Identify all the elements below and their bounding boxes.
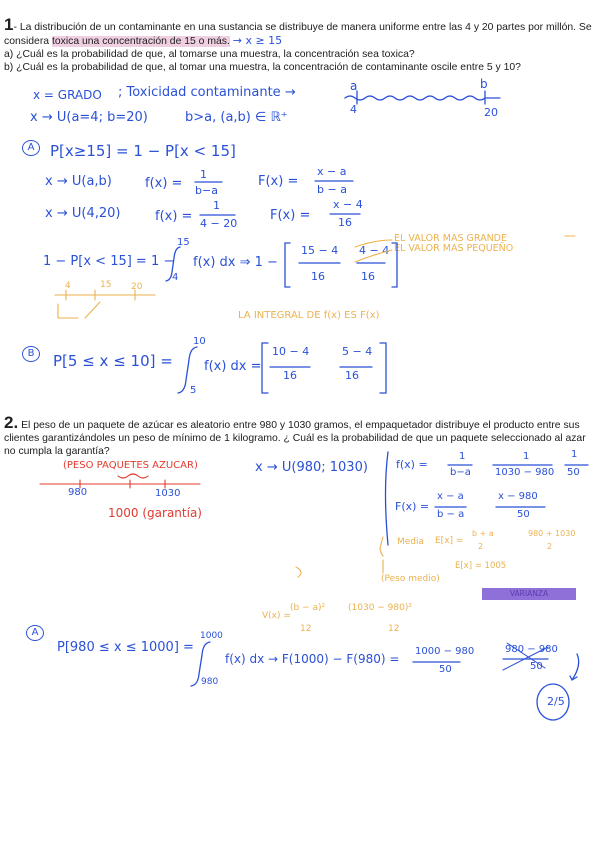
- varianza-box: VARIANZA: [482, 588, 576, 600]
- problem-number: 1: [4, 15, 14, 34]
- hw-b-equation: P[5 ≤ x ≤ 10] =: [53, 352, 173, 370]
- hw2-media-d2: 2: [547, 542, 553, 551]
- hw-int-lower: 4: [172, 272, 179, 283]
- hw2-media-n2: 980 + 1030: [528, 529, 576, 538]
- problem-text: - La distribución de un contaminante en una sustancia se distribuye de manera uniforme entre las 4 y 20 partes por millón. Se considera: [4, 22, 592, 47]
- hw2-var-n: (b − a)²: [290, 603, 326, 613]
- label-a-circle: A: [22, 140, 40, 156]
- hw-int-upper: 15: [177, 237, 190, 248]
- hw-b-body: f(x) dx =: [204, 359, 262, 374]
- hw2-Fx-n1: x − a: [437, 491, 464, 502]
- hw2-Fx-d1: b − a: [437, 509, 465, 520]
- hw-general-fx-num: 1: [200, 168, 207, 181]
- label-a2-circle: A: [26, 625, 44, 641]
- hw-toxicity: ; Toxicidad contaminante →: [118, 85, 296, 100]
- hw-garantia: 1000 (garantía): [108, 506, 202, 520]
- hw2-fx-d1: b−a: [450, 467, 471, 478]
- note-largest-value: EL VALOR MAS GRANDE: [394, 233, 508, 244]
- hw-general-fx-den: b−a: [195, 184, 218, 197]
- highlighted-text: toxica una concentración de 15 o más.: [51, 36, 230, 47]
- hw-frac1-den: 16: [311, 270, 325, 283]
- numberline-wave: [345, 96, 500, 100]
- hw2-media-n: b + a: [472, 529, 494, 538]
- hw2-media-eq: E[x] =: [435, 536, 464, 546]
- problem-number: 2.: [4, 413, 19, 432]
- hw-frac2-num: 4 − 4: [359, 244, 390, 257]
- hw2-fx-n3: 1: [571, 449, 578, 460]
- hw2-var-d: 12: [300, 624, 312, 634]
- hw-specific-Fx-den: 16: [338, 216, 352, 229]
- problem-text: El peso de un paquete de azúcar es aleatorio entre 980 y 1030 gramos, el empaquetador distribuye el producto entre sus clientes garantizándoles un peso de mínimo de 1 kilogramo. ¿ Cuál es la probabilidad de que un paquete seleccionado al azar no cumpla la garantía?: [4, 420, 586, 457]
- hw2-fx-d2: 1030 − 980: [495, 467, 555, 478]
- hw-int-left: 1 − P[x < 15] = 1 −: [43, 254, 175, 269]
- hw-b-upper: 10: [193, 336, 206, 347]
- hw-int-body: f(x) dx ⇒ 1 −: [193, 255, 278, 270]
- hw-distribution: x → U(a=4; b=20): [30, 110, 148, 125]
- mini-20: 20: [131, 282, 143, 292]
- hw2-fx-n1: 1: [459, 451, 466, 462]
- hw-variable-def: x = GRADO: [33, 88, 102, 102]
- hw-frac1-num: 15 − 4: [301, 244, 339, 257]
- hw-peso-980: 980: [68, 487, 88, 498]
- hw2-a-frac2-num: 980 − 980: [505, 644, 558, 655]
- hw-b-frac1-num: 10 − 4: [272, 345, 310, 358]
- hw-general-fx: f(x) =: [145, 176, 183, 191]
- numberline-b: b: [480, 77, 488, 91]
- mini-15: 15: [100, 280, 112, 290]
- hw2-Fx-n2: x − 980: [498, 491, 538, 502]
- hw-specific-fx-num: 1: [213, 199, 220, 212]
- hw-specific-dist: x → U(4,20): [45, 206, 121, 221]
- label-b-circle: B: [22, 346, 40, 362]
- hw2-a-upper: 1000: [200, 631, 223, 641]
- hw-peso-1030: 1030: [155, 488, 181, 499]
- hw-a-equation: P[x≥15] = 1 − P[x < 15]: [50, 142, 236, 160]
- hw-condition: b>a, (a,b) ∈ ℝ⁺: [185, 110, 288, 125]
- question-a: a) ¿Cuál es la probabilidad de que, al tomarse una muestra, la concentración sea toxica?: [4, 49, 415, 60]
- hw2-a-frac1-num: 1000 − 980: [415, 646, 475, 657]
- note-smallest-value: EL VALOR MAS PEQUEÑO: [394, 243, 514, 254]
- hw2-a-body: f(x) dx → F(1000) − F(980) =: [225, 652, 400, 666]
- hw-b-frac2-den: 16: [345, 369, 359, 382]
- hw2-a-frac2-den: 50: [530, 661, 543, 672]
- handwritten-condition: → x ≥ 15: [232, 34, 283, 47]
- hw2-fx-n2: 1: [523, 451, 530, 462]
- hw-b-frac2-num: 5 − 4: [342, 345, 373, 358]
- hw-general-dist: x → U(a,b): [45, 174, 112, 189]
- hw-frac2-den: 16: [361, 270, 375, 283]
- hw2-result: 2/5: [547, 695, 565, 708]
- hw-specific-fx-den: 4 − 20: [200, 217, 238, 230]
- hw2-fx-d3: 50: [567, 467, 580, 478]
- hw2-fx: f(x) =: [396, 458, 428, 471]
- numberline-a: a: [350, 79, 358, 93]
- hw-specific-Fx-num: x − 4: [333, 198, 363, 211]
- hw2-var-n2: (1030 − 980)²: [348, 603, 412, 613]
- hw2-a-equation: P[980 ≤ x ≤ 1000] =: [57, 640, 194, 655]
- hw-general-Fx-num: x − a: [317, 165, 347, 178]
- hw2-peso-medio: (Peso medio): [381, 574, 440, 584]
- mini-4: 4: [65, 281, 71, 291]
- hw-b-frac1-den: 16: [283, 369, 297, 382]
- numberline-20: 20: [484, 106, 498, 119]
- hw-specific-Fx: F(x) =: [270, 208, 311, 223]
- hw2-distribution: x → U(980; 1030): [255, 460, 368, 475]
- hw2-a-lower: 980: [201, 677, 219, 687]
- hw-general-Fx-den: b − a: [317, 183, 347, 196]
- hw2-Fx-d2: 50: [517, 509, 530, 520]
- hw-b-lower: 5: [190, 385, 197, 396]
- hw2-var-d2: 12: [388, 624, 400, 634]
- hw2-ex-value: E[x] = 1005: [455, 561, 507, 571]
- hw2-var-lhs: V(x) =: [262, 611, 291, 621]
- hw-specific-fx: f(x) =: [155, 209, 193, 224]
- hw2-Fx: F(x) =: [395, 500, 430, 513]
- question-b: b) ¿Cuál es la probabilidad de que, al tomar una muestra, la concentración de contaminante oscile entre 5 y 10?: [4, 62, 521, 73]
- numberline-4: 4: [350, 103, 357, 116]
- hw2-media-label: Media: [397, 537, 425, 547]
- hw2-media-d: 2: [478, 542, 484, 551]
- hw-general-Fx: F(x) =: [258, 174, 299, 189]
- note-integral: LA INTEGRAL DE f(x) ES F(x): [238, 310, 380, 321]
- hw2-a-frac1-den: 50: [439, 664, 452, 675]
- hw-peso-label: (PESO PAQUETES AZUCAR): [63, 460, 198, 471]
